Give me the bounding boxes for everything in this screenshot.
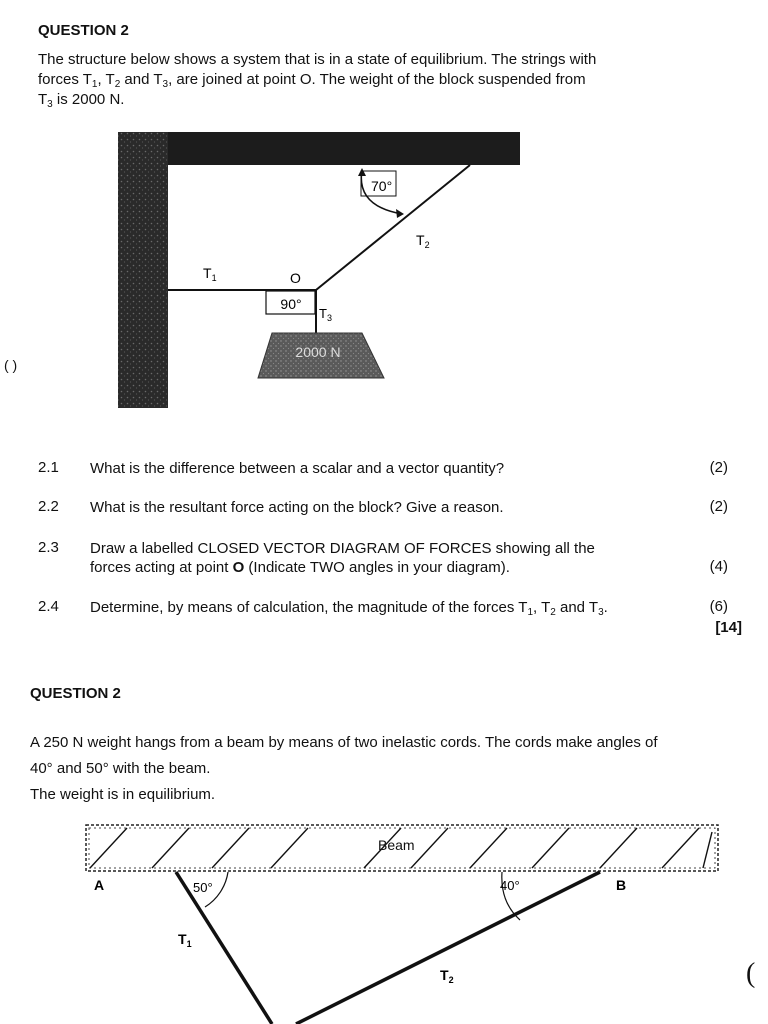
q2-line-2: 40° and 50° with the beam. bbox=[30, 760, 211, 777]
margin-mark-right: ( bbox=[746, 958, 756, 989]
item-number: 2.2 bbox=[38, 498, 59, 515]
item-number: 2.4 bbox=[38, 598, 59, 615]
item-number: 2.3 bbox=[38, 539, 59, 556]
item-number: 2.1 bbox=[38, 459, 59, 476]
wall bbox=[118, 132, 168, 408]
label-t3: $T_3$ bbox=[319, 306, 332, 323]
item-text: Draw a labelled CLOSED VECTOR DIAGRAM OF FORCES showing all the forces acting at point O (Indicate TWO angles in your diagram). bbox=[90, 540, 595, 576]
label-t2: $T_2$ bbox=[440, 967, 454, 985]
label-o: O bbox=[290, 270, 301, 286]
item-marks: (2) bbox=[709, 459, 728, 476]
question-heading-2: QUESTION 2 bbox=[30, 685, 121, 702]
cord-t2 bbox=[296, 872, 600, 1024]
total-marks: [14] bbox=[715, 619, 742, 636]
label-t1: $T_1$ bbox=[203, 265, 217, 283]
q2-line-1: A 250 N weight hangs from a beam by means of two inelastic cords. The cords make angles of bbox=[30, 734, 658, 751]
item-text: Determine, by means of calculation, the magnitude of the forces $T_1$, $T_2$ and $T_3$. bbox=[90, 599, 608, 618]
item-marks: (4) bbox=[709, 558, 728, 575]
label-t1: $T_1$ bbox=[178, 931, 192, 949]
angle-90-label: 90° bbox=[280, 296, 302, 312]
angle-70-label: 70° bbox=[371, 178, 393, 194]
margin-mark-left: ( ) bbox=[4, 357, 18, 373]
intro-line-1: The structure below shows a system that is in a state of equilibrium. The strings with bbox=[38, 51, 597, 68]
question-2-text bbox=[30, 730, 658, 808]
angle-50-label: 50° bbox=[193, 880, 213, 895]
beam-diagram bbox=[0, 810, 768, 1024]
label-b: B bbox=[616, 877, 627, 893]
structure-diagram bbox=[0, 0, 768, 440]
q2-line-3: The weight is in equilibrium. bbox=[30, 786, 216, 803]
item-marks: (6) bbox=[709, 598, 728, 615]
intro-line-3: $T_3$ is 2000 N. bbox=[38, 91, 125, 110]
label-t2: $T_2$ bbox=[416, 232, 430, 250]
angle-40-label: 40° bbox=[500, 878, 520, 893]
angle-70-arrowhead bbox=[396, 209, 404, 218]
beam-label: Beam bbox=[378, 837, 415, 853]
item-text: What is the difference between a scalar and a vector quantity? bbox=[90, 460, 505, 477]
intro-line-2: forces $T_1$, $T_2$ and $T_3$, are joined at point O. The weight of the block suspended from bbox=[38, 71, 586, 90]
item-marks: (2) bbox=[709, 498, 728, 515]
block-label: 2000 N bbox=[295, 344, 341, 360]
label-a: A bbox=[94, 877, 105, 893]
question-heading-1: QUESTION 2 bbox=[38, 22, 129, 39]
item-text: What is the resultant force acting on the block? Give a reason. bbox=[90, 499, 504, 516]
ceiling-beam bbox=[118, 132, 520, 165]
